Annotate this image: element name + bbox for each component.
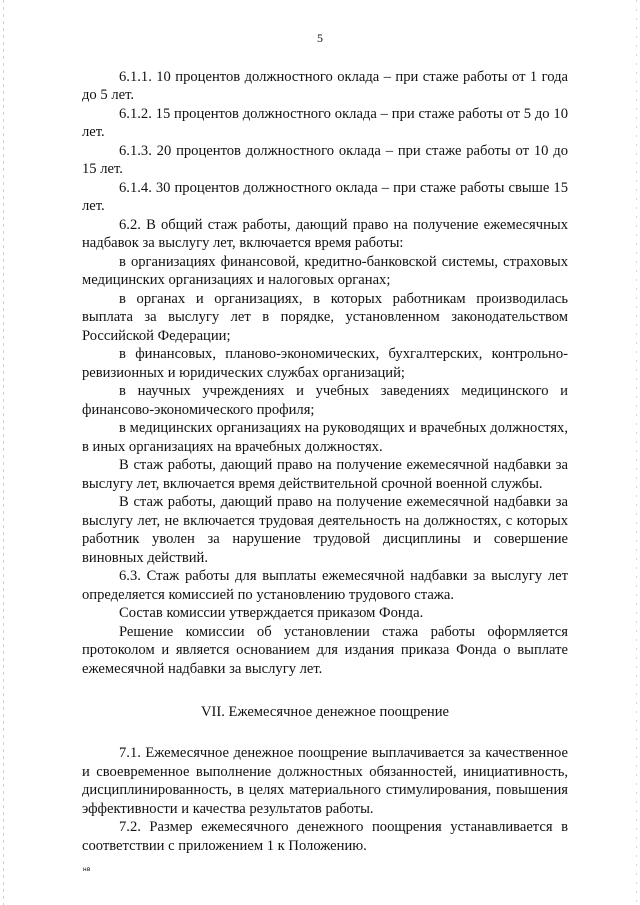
paragraph-6-1-2: 6.1.2. 15 процентов должностного оклада – при стаже работы от 5 до 10 лет. bbox=[82, 106, 568, 141]
paragraph-7-2: 7.2. Размер ежемесячного денежного поощрения устанавливается в соответствии с приложением 1 к Положению. bbox=[82, 819, 568, 854]
paragraph-6-1-3: 6.1.3. 20 процентов должностного оклада – при стаже работы от 10 до 15 лет. bbox=[82, 143, 568, 178]
section-heading: VII. Ежемесячное денежное поощрение bbox=[200, 704, 450, 721]
paragraph-6-3: 6.3. Стаж работы для выплаты ежемесячной надбавки за выслугу лет определяется комиссией по установлению трудового стажа. bbox=[82, 568, 568, 603]
paragraph-state-bodies: в органах и организациях, в которых работникам производилась выплата за выслугу лет в порядке, установленном законодательством Российской Федерации; bbox=[82, 291, 568, 344]
paragraph-military-service: В стаж работы, дающий право на получение ежемесячной надбавки за выслугу лет, включается время действительной срочной военной службы. bbox=[82, 457, 568, 492]
paragraph-excluded-service: В стаж работы, дающий право на получение ежемесячной надбавки за выслугу лет, не включается трудовая деятельность на должностях, с которых работник уволен за нарушение трудовой дисциплины и совершение виновных действий. bbox=[82, 494, 568, 566]
document-body bbox=[82, 68, 568, 855]
scan-edge-right bbox=[636, 0, 637, 905]
paragraph-medical-organizations: в медицинских организациях на руководящих и врачебных должностях, в иных организациях на врачебных должностях. bbox=[82, 420, 568, 455]
paragraph-accounting-services: в финансовых, планово-экономических, бухгалтерских, контрольно-ревизионных и юридических службах организаций; bbox=[82, 346, 568, 381]
paragraph-scientific-institutions: в научных учреждениях и учебных заведениях медицинского и финансово-экономического профиля; bbox=[82, 383, 568, 418]
scan-edge-left bbox=[3, 0, 4, 905]
paragraph-commission-composition: Состав комиссии утверждается приказом Фонда. bbox=[119, 605, 424, 622]
paragraph-6-1-1: 6.1.1. 10 процентов должностного оклада – при стаже работы от 1 года до 5 лет. bbox=[82, 69, 568, 104]
paragraph-7-1: 7.1. Ежемесячное денежное поощрение выплачивается за качественное и своевременное выполнение должностных обязанностей, инициативность, дисциплинированность, в целях материального стимулирования, повышения эффективности и качества результатов работы. bbox=[82, 745, 568, 817]
page-number: 5 bbox=[317, 31, 323, 45]
paragraph-6-2: 6.2. В общий стаж работы, дающий право на получение ежемесячных надбавок за выслугу лет, включается время работы: bbox=[82, 217, 568, 252]
paragraph-commission-decision: Решение комиссии об установлении стажа работы оформляется протоколом и является основанием для издания приказа Фонда о выплате ежемесячной надбавки за выслугу лет. bbox=[82, 623, 568, 677]
paragraph-6-1-4: 6.1.4. 30 процентов должностного оклада – при стаже работы свыше 15 лет. bbox=[82, 180, 568, 215]
footer-initials: нв bbox=[83, 866, 91, 873]
paragraph-financial-organizations: в организациях финансовой, кредитно-банковской системы, страховых медицинских организациях и налоговых органах; bbox=[82, 254, 568, 289]
